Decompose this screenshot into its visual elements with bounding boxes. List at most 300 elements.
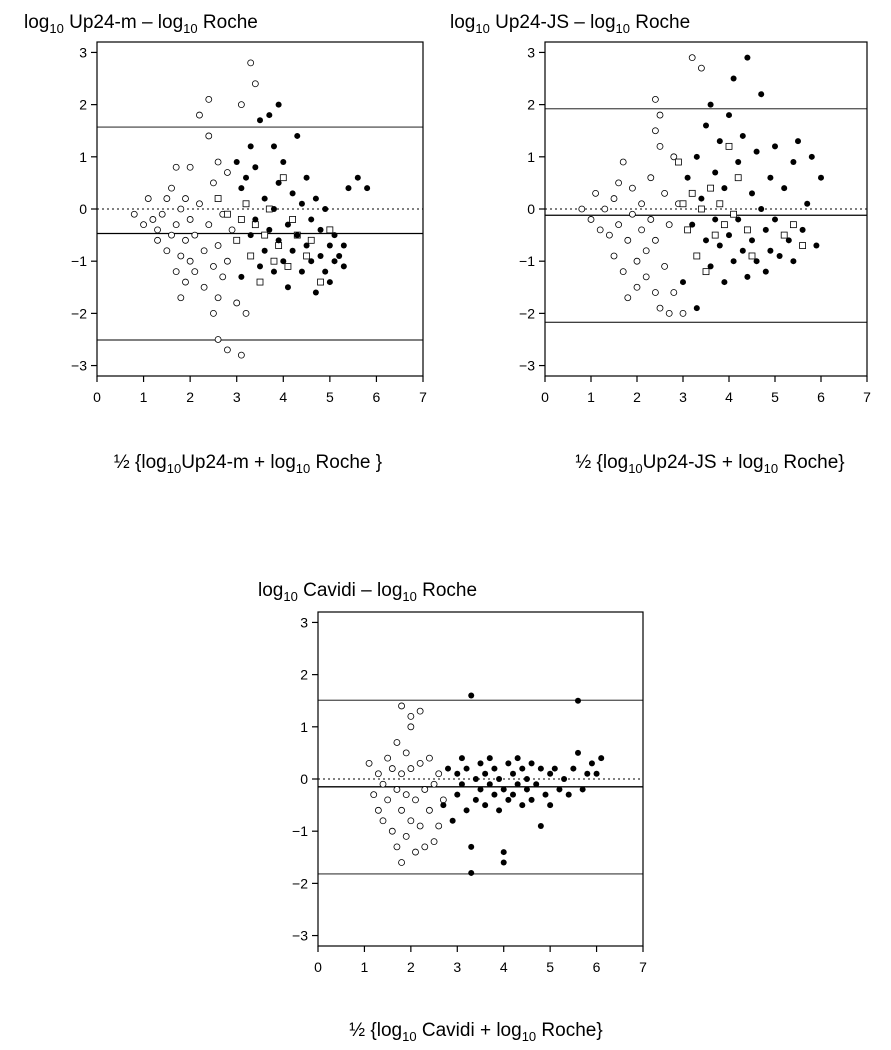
data-point-filled [584, 771, 590, 777]
data-point-open [431, 781, 437, 787]
data-point-open [403, 833, 409, 839]
data-point-open [187, 164, 193, 170]
data-point-filled [271, 269, 277, 275]
x-tick-label: 6 [592, 959, 601, 975]
data-point-filled [772, 143, 778, 149]
data-point-open [150, 216, 156, 222]
y-tick-label: −2 [71, 305, 87, 322]
data-point-open [173, 269, 179, 275]
data-point-filled [767, 248, 773, 254]
data-point-square [276, 243, 282, 249]
data-point-square [308, 237, 314, 243]
data-point-open [182, 237, 188, 243]
data-point-open [403, 792, 409, 798]
data-point-open [173, 164, 179, 170]
y-tick-label: −3 [519, 357, 535, 374]
data-point-open [620, 159, 626, 165]
data-point-filled [547, 771, 553, 777]
data-point-square [717, 201, 723, 207]
data-point-filled [459, 755, 465, 761]
y-tick-label: −3 [292, 927, 308, 944]
data-point-open [215, 295, 221, 301]
data-point-filled [501, 786, 507, 792]
data-point-open [243, 310, 249, 316]
data-point-filled [556, 786, 562, 792]
data-point-open [639, 227, 645, 233]
data-point-open [399, 771, 405, 777]
data-point-open [666, 310, 672, 316]
data-point-open [408, 818, 414, 824]
data-point-filled [285, 222, 291, 228]
data-point-square [680, 201, 686, 207]
data-point-open [380, 781, 386, 787]
data-point-open [588, 216, 594, 222]
data-point-open [394, 786, 400, 792]
data-point-filled [510, 792, 516, 798]
data-point-open [657, 143, 663, 149]
data-point-filled [318, 227, 324, 233]
data-point-open [187, 216, 193, 222]
data-point-filled [341, 243, 347, 249]
data-point-filled [332, 232, 338, 238]
data-point-filled [450, 818, 456, 824]
data-point-filled [524, 776, 530, 782]
data-point-square [285, 263, 291, 269]
x-tick-label: 1 [139, 389, 148, 405]
data-point-filled [294, 232, 300, 238]
x-tick-label: 3 [232, 389, 241, 405]
data-point-filled [777, 253, 783, 259]
data-point-square [280, 175, 286, 181]
data-point-filled [515, 755, 521, 761]
data-point-open [422, 786, 428, 792]
data-point-open [662, 190, 668, 196]
data-point-open [224, 169, 230, 175]
data-point-filled [468, 693, 474, 699]
data-point-open [413, 849, 419, 855]
y-tick-label: 2 [300, 666, 308, 683]
data-point-filled [252, 164, 258, 170]
data-point-filled [594, 771, 600, 777]
x-tick-label: 7 [863, 389, 871, 405]
x-tick-label: 1 [360, 959, 369, 975]
data-point-open [159, 211, 165, 217]
data-point-open [417, 708, 423, 714]
data-point-square [243, 201, 249, 207]
data-point-open [417, 760, 423, 766]
data-point-filled [717, 138, 723, 144]
x-tick-label: 1 [587, 389, 595, 405]
x-tick-label: 2 [406, 959, 415, 975]
data-point-filled [478, 786, 484, 792]
data-point-filled [276, 102, 282, 108]
data-point-square [327, 227, 333, 233]
data-point-filled [322, 269, 328, 275]
data-point-filled [478, 760, 484, 766]
data-point-filled [589, 760, 595, 766]
data-point-filled [790, 159, 796, 165]
data-point-square [685, 227, 691, 233]
y-tick-label: −1 [519, 253, 535, 270]
data-point-filled [790, 258, 796, 264]
data-point-filled [327, 243, 333, 249]
data-point-open [648, 216, 654, 222]
data-point-open [155, 227, 161, 233]
data-point-open [426, 755, 432, 761]
data-point-filled [252, 216, 258, 222]
series-filled-circles [234, 102, 370, 296]
x-tick-label: 2 [633, 389, 641, 405]
data-point-open [643, 248, 649, 254]
data-point-filled [459, 781, 465, 787]
data-point-filled [496, 776, 502, 782]
data-point-open [652, 128, 658, 134]
data-point-filled [308, 258, 314, 264]
data-point-square [749, 253, 755, 259]
data-point-filled [804, 201, 810, 207]
y-tick-label: 1 [79, 148, 87, 165]
data-point-open [210, 310, 216, 316]
data-point-filled [464, 807, 470, 813]
y-tick-label: −2 [519, 305, 535, 322]
x-tick-label: 4 [725, 389, 733, 405]
data-point-open [426, 807, 432, 813]
data-point-filled [299, 269, 305, 275]
data-point-open [620, 269, 626, 275]
data-point-filled [538, 766, 544, 772]
data-point-square [703, 269, 709, 275]
data-point-open [436, 771, 442, 777]
data-point-square [712, 232, 718, 238]
data-point-open [192, 232, 198, 238]
data-point-filled [538, 823, 544, 829]
data-point-filled [355, 175, 361, 181]
data-point-filled [445, 766, 451, 772]
data-point-filled [598, 755, 604, 761]
data-point-square [271, 258, 277, 264]
data-point-filled [243, 175, 249, 181]
data-point-filled [772, 216, 778, 222]
data-point-open [248, 60, 254, 66]
data-point-open [625, 237, 631, 243]
data-point-filled [566, 792, 572, 798]
data-point-open [196, 112, 202, 118]
data-point-open [680, 310, 686, 316]
y-tick-label: 0 [527, 201, 535, 217]
data-point-filled [694, 305, 700, 311]
data-point-square [721, 222, 727, 228]
data-point-filled [685, 175, 691, 181]
y-tick-label: 0 [300, 771, 308, 787]
data-point-open [215, 243, 221, 249]
data-point-open [639, 201, 645, 207]
data-point-square [215, 196, 221, 202]
data-point-filled [749, 237, 755, 243]
data-point-open [173, 222, 179, 228]
data-point-filled [505, 760, 511, 766]
data-point-open [408, 724, 414, 730]
data-point-open [597, 227, 603, 233]
data-point-square [790, 222, 796, 228]
data-point-filled [763, 227, 769, 233]
y-tick-label: 1 [300, 718, 308, 735]
data-point-filled [299, 201, 305, 207]
data-point-filled [280, 258, 286, 264]
data-point-open [178, 206, 184, 212]
data-point-open [229, 227, 235, 233]
data-point-filled [271, 206, 277, 212]
data-point-filled [519, 802, 525, 808]
data-point-open [169, 185, 175, 191]
data-point-square [726, 143, 732, 149]
data-point-filled [285, 284, 291, 290]
data-point-filled [364, 185, 370, 191]
data-point-filled [304, 243, 310, 249]
data-point-open [643, 274, 649, 280]
data-point-filled [290, 248, 296, 254]
data-point-open [602, 206, 608, 212]
data-point-filled [754, 149, 760, 155]
data-point-open [201, 284, 207, 290]
data-point-filled [744, 274, 750, 280]
data-point-filled [473, 797, 479, 803]
data-point-square [781, 232, 787, 238]
data-point-square [675, 159, 681, 165]
data-point-square [318, 279, 324, 285]
data-point-open [394, 844, 400, 850]
data-point-open [431, 839, 437, 845]
data-point-filled [491, 766, 497, 772]
data-point-filled [238, 274, 244, 280]
data-point-square [735, 175, 741, 181]
data-point-filled [336, 253, 342, 259]
data-point-filled [294, 133, 300, 139]
data-point-filled [482, 802, 488, 808]
data-point-filled [580, 786, 586, 792]
y-tick-label: 2 [79, 96, 87, 113]
series-open-circles [131, 60, 258, 358]
data-point-open [399, 860, 405, 866]
data-point-filled [529, 797, 535, 803]
data-point-square [689, 190, 695, 196]
data-point-open [625, 295, 631, 301]
data-point-filled [464, 766, 470, 772]
data-point-open [224, 258, 230, 264]
data-point-square [234, 237, 240, 243]
x-tick-label: 3 [679, 389, 687, 405]
data-point-square [290, 216, 296, 222]
x-tick-label: 0 [314, 959, 322, 975]
y-tick-label: −1 [292, 823, 308, 840]
data-point-filled [717, 243, 723, 249]
data-point-open [671, 290, 677, 296]
data-point-square [262, 232, 268, 238]
data-point-filled [487, 781, 493, 787]
data-point-open [385, 797, 391, 803]
data-point-open [616, 222, 622, 228]
x-tick-label: 3 [453, 959, 462, 975]
data-point-open [616, 180, 622, 186]
chart-title: $\log_{10} Up24-JS - \log_{10}$ Roche [450, 12, 691, 36]
chart-title: $\log_{10}$ Cavidi – $\log_{10}$ Roche [258, 580, 478, 604]
data-point-filled [248, 143, 254, 149]
data-point-open [389, 766, 395, 772]
data-point-open [145, 196, 151, 202]
x-tick-label: 5 [771, 389, 779, 405]
data-point-square [731, 211, 737, 217]
data-point-filled [313, 290, 319, 296]
data-point-open [440, 797, 446, 803]
x-tick-label: 4 [499, 959, 508, 975]
x-tick-label: 5 [546, 959, 555, 975]
data-point-square [224, 211, 230, 217]
data-point-filled [708, 102, 714, 108]
data-point-square [248, 253, 254, 259]
data-point-open [629, 211, 635, 217]
data-point-filled [809, 154, 815, 160]
data-point-filled [501, 860, 507, 866]
data-point-filled [543, 792, 549, 798]
data-point-filled [440, 802, 446, 808]
data-point-open [399, 703, 405, 709]
data-point-filled [767, 175, 773, 181]
data-point-open [652, 96, 658, 102]
data-point-filled [712, 216, 718, 222]
data-point-square [694, 253, 700, 259]
data-point-open [201, 248, 207, 254]
x-tick-label: 4 [279, 389, 288, 405]
y-tick-label: 2 [527, 96, 535, 113]
data-point-filled [304, 175, 310, 181]
data-point-open [182, 279, 188, 285]
data-point-open [380, 818, 386, 824]
x-tick-label: 7 [419, 389, 427, 405]
data-point-filled [735, 159, 741, 165]
data-point-open [413, 797, 419, 803]
data-point-filled [561, 776, 567, 782]
data-point-open [164, 248, 170, 254]
data-point-filled [345, 185, 351, 191]
data-point-open [141, 222, 147, 228]
data-point-open [206, 96, 212, 102]
data-point-open [662, 263, 668, 269]
data-point-filled [332, 258, 338, 264]
data-point-filled [529, 760, 535, 766]
x-axis-label: ½ {$\log_{10}$ Cavidi + $\log_{10}$ Roche} [349, 1020, 603, 1044]
plot-frame [97, 42, 423, 376]
y-tick-label: 3 [527, 44, 535, 61]
data-point-filled [731, 258, 737, 264]
y-tick-label: 0 [79, 201, 87, 217]
data-point-open [196, 201, 202, 207]
data-point-open [215, 159, 221, 165]
data-point-open [385, 755, 391, 761]
data-point-open [689, 55, 695, 61]
data-point-open [169, 232, 175, 238]
x-tick-label: 6 [372, 389, 381, 405]
data-point-open [657, 305, 663, 311]
data-point-filled [524, 786, 530, 792]
data-point-open [648, 175, 654, 181]
data-point-open [155, 237, 161, 243]
data-point-filled [575, 750, 581, 756]
data-point-filled [781, 185, 787, 191]
series-open-circles [579, 55, 705, 317]
data-point-filled [487, 755, 493, 761]
series-open-circles [366, 703, 446, 866]
data-point-filled [505, 797, 511, 803]
data-point-filled [276, 237, 282, 243]
data-point-open [238, 102, 244, 108]
data-point-filled [712, 169, 718, 175]
y-tick-label: −1 [71, 253, 87, 270]
data-point-filled [795, 138, 801, 144]
data-point-square [257, 279, 263, 285]
data-point-filled [468, 870, 474, 876]
scatter-panel-1 [24, 12, 427, 476]
data-point-filled [248, 232, 254, 238]
y-tick-label: 1 [527, 148, 535, 165]
data-point-filled [818, 175, 824, 181]
x-tick-label: 0 [93, 389, 101, 405]
data-point-open [206, 133, 212, 139]
data-point-filled [721, 279, 727, 285]
y-tick-label: 3 [300, 614, 308, 631]
data-point-square [708, 185, 714, 191]
data-point-filled [234, 159, 240, 165]
data-point-open [389, 828, 395, 834]
data-point-open [634, 258, 640, 264]
data-point-open [131, 211, 137, 217]
data-point-open [629, 185, 635, 191]
data-point-filled [454, 792, 460, 798]
data-point-filled [318, 253, 324, 259]
data-point-open [375, 807, 381, 813]
data-point-open [192, 269, 198, 275]
data-point-filled [271, 143, 277, 149]
data-point-open [210, 180, 216, 186]
data-point-open [187, 258, 193, 264]
x-axis-label: ½ {$\log_{10}Up24-m + \log_{10}$ Roche } [113, 452, 383, 476]
data-point-open [399, 807, 405, 813]
data-point-square [252, 222, 258, 228]
data-point-filled [257, 263, 263, 269]
data-point-open [394, 739, 400, 745]
data-point-open [371, 792, 377, 798]
y-tick-label: 3 [79, 44, 87, 61]
series-filled-circles [440, 693, 604, 876]
data-point-open [234, 300, 240, 306]
data-point-filled [731, 76, 737, 82]
data-point-open [436, 823, 442, 829]
data-point-filled [575, 698, 581, 704]
data-point-open [606, 232, 612, 238]
x-tick-label: 0 [541, 389, 549, 405]
data-point-filled [744, 55, 750, 61]
data-point-filled [276, 180, 282, 186]
data-point-filled [726, 232, 732, 238]
data-point-open [652, 237, 658, 243]
data-point-filled [308, 216, 314, 222]
data-point-filled [547, 802, 553, 808]
data-point-open [634, 284, 640, 290]
data-point-open [652, 290, 658, 296]
data-point-filled [703, 237, 709, 243]
data-point-filled [322, 206, 328, 212]
data-point-filled [721, 185, 727, 191]
data-point-open [215, 336, 221, 342]
data-point-open [593, 190, 599, 196]
